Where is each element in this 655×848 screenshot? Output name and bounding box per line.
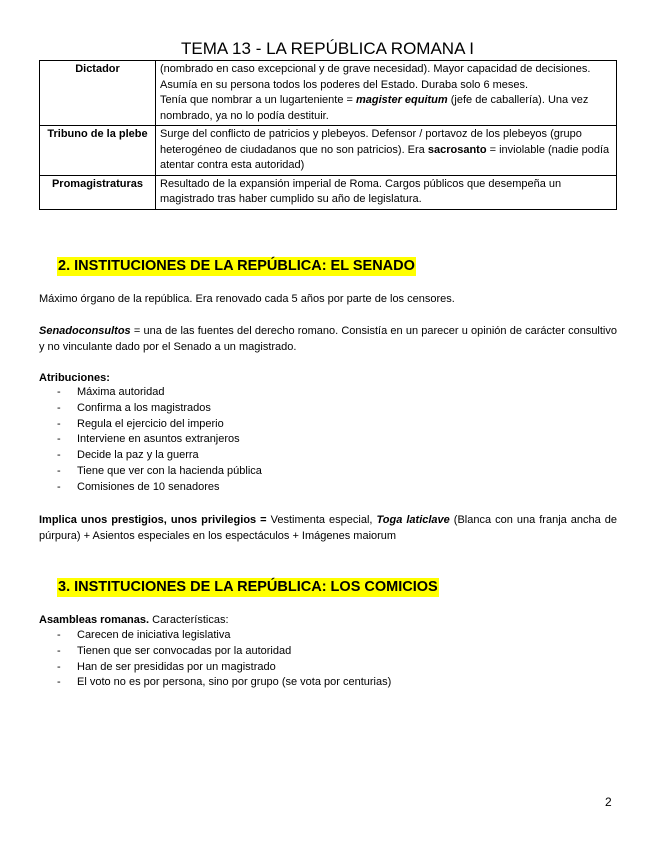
table-row bbox=[40, 126, 617, 176]
description-cell: Resultado de la expansión imperial de Roma. Cargos públicos que desempeña un magistrado tras haber cumplido su año de legislatura. bbox=[156, 175, 617, 209]
term-cell: Dictador bbox=[40, 61, 156, 126]
description-line: (nombrado en caso excepcional y de grave necesidad). Mayor capacidad de decisiones. bbox=[160, 63, 591, 75]
description-line: Asumía en su persona todos los poderes del Estado. Duraba solo 6 meses. bbox=[160, 78, 529, 91]
text-run: Surge del conflicto de patricios y plebeyos. Defensor / portavoz de los plebeyos (grupo heterogéneo de ciudadanos que no son patricios). Era bbox=[160, 128, 582, 156]
magistrates-table bbox=[39, 60, 617, 210]
description-line bbox=[160, 93, 612, 124]
list-item: - Tienen que ser convocadas por la autoridad bbox=[57, 644, 391, 660]
list-item: - Comisiones de 10 senadores bbox=[57, 480, 262, 496]
list-item: - Interviene en asuntos extranjeros bbox=[57, 432, 262, 448]
term-cell: Tribuno de la plebe bbox=[40, 126, 156, 176]
list-item: - Carecen de iniciativa legislativa bbox=[57, 628, 391, 644]
text-run: Tenía que nombrar a un lugarteniente = bbox=[160, 94, 356, 106]
prestigios-paragraph bbox=[39, 512, 617, 544]
list-item: - Han de ser presididas por un magistrado bbox=[57, 660, 391, 676]
senadoconsultos-paragraph bbox=[39, 323, 617, 355]
list-item: - El voto no es por persona, sino por grupo (se vota por centurias) bbox=[57, 675, 391, 691]
latin-term: Toga laticlave bbox=[376, 514, 450, 526]
comicios-list bbox=[57, 628, 391, 691]
list-item: - Regula el ejercicio del imperio bbox=[57, 417, 262, 433]
senate-intro: Máximo órgano de la república. Era renovado cada 5 años por parte de los censores. bbox=[39, 293, 455, 305]
description-cell bbox=[156, 61, 617, 126]
list-item: - Confirma a los magistrados bbox=[57, 401, 262, 417]
page-title: TEMA 13 - LA REPÚBLICA ROMANA I bbox=[181, 39, 474, 58]
latin-term: Senadoconsultos bbox=[39, 325, 131, 337]
description-cell bbox=[156, 126, 617, 176]
table-row bbox=[40, 175, 617, 209]
text-run: (Blanca con una franja ancha de púrpura) + Asientos especiales en los espectáculos + Imágenes maiorum bbox=[39, 514, 617, 542]
atribuciones-list bbox=[57, 385, 262, 496]
text-run: (jefe de caballería). Una vez nombrado, ya no lo podía destituir. bbox=[160, 94, 589, 122]
latin-term: magister equitum bbox=[356, 94, 448, 106]
text-run: Características: bbox=[149, 614, 229, 626]
table-row bbox=[40, 61, 617, 126]
list-item: - Tiene que ver con la hacienda pública bbox=[57, 464, 262, 480]
section-heading-senado: 2. INSTITUCIONES DE LA REPÚBLICA: EL SENADO bbox=[58, 258, 415, 274]
term-cell: Promagistraturas bbox=[40, 175, 156, 209]
section-heading-comicios: 3. INSTITUCIONES DE LA REPÚBLICA: LOS COMICIOS bbox=[58, 579, 438, 595]
list-item: - Decide la paz y la guerra bbox=[57, 448, 262, 464]
prestigios-label: Implica unos prestigios, unos privilegios = bbox=[39, 514, 267, 526]
asambleas-label: Asambleas romanas. bbox=[39, 614, 150, 626]
text-run: Vestimenta especial, bbox=[266, 514, 377, 526]
atribuciones-label: Atribuciones: bbox=[39, 372, 110, 384]
list-item: - Máxima autoridad bbox=[57, 385, 262, 401]
page-number: 2 bbox=[605, 795, 612, 809]
text-run: = una de las fuentes del derecho romano. Consistía en un parecer u opinión de carácter consultivo y no vinculante dado por el Senado a un magistrado. bbox=[39, 325, 617, 353]
key-term: sacrosanto bbox=[427, 143, 487, 156]
comicios-intro bbox=[39, 612, 617, 628]
text-run: = inviolable (nadie podía atentar contra esta autoridad) bbox=[160, 143, 610, 171]
